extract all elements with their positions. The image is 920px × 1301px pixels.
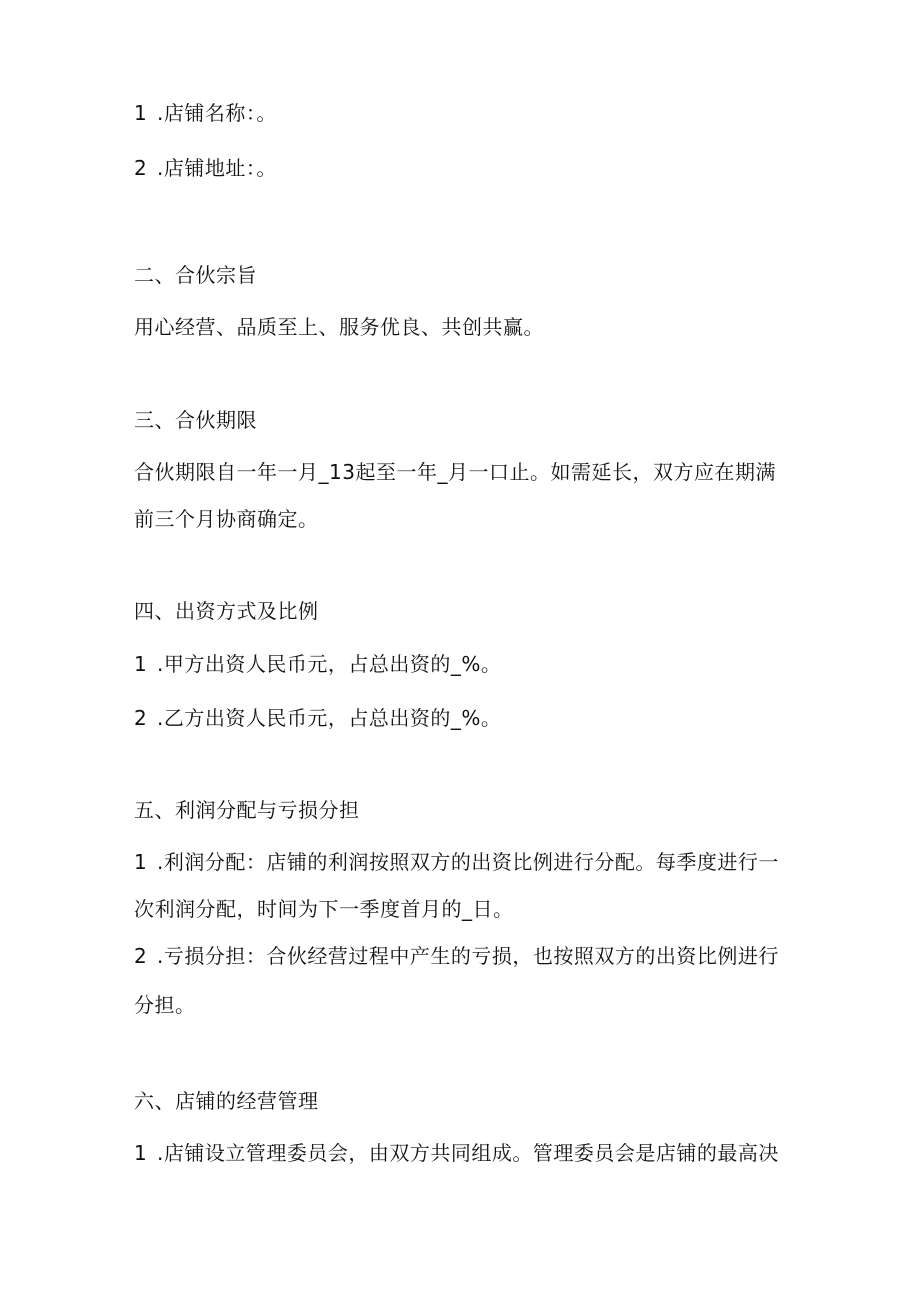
section-heading-purpose: 二、合伙宗旨 bbox=[134, 263, 257, 287]
list-number: 2 bbox=[134, 944, 148, 968]
list-number: 2 bbox=[134, 156, 148, 180]
capital-item-2-text: .乙方出资人民币元，占总出资的_%。 bbox=[157, 706, 502, 730]
term-body-line-1: 合伙期限自一年一月_13起至一年_月一口止。如需延长，双方应在期满 bbox=[134, 460, 776, 484]
management-item-1-text: .店铺设立管理委员会，由双方共同组成。管理委员会是店铺的最高决 bbox=[157, 1141, 779, 1165]
section-heading-capital: 四、出资方式及比例 bbox=[134, 599, 319, 623]
section-heading-term: 三、合伙期限 bbox=[134, 408, 257, 432]
list-number: 1 bbox=[134, 652, 148, 676]
profit-item-2-text: .亏损分担：合伙经营过程中产生的亏损，也按照双方的出资比例进行 bbox=[157, 944, 779, 968]
profit-item-1-text: .利润分配：店铺的利润按照双方的出资比例进行分配。每季度进行一 bbox=[157, 850, 779, 874]
list-number: 2 bbox=[134, 706, 148, 730]
section-heading-management: 六、店铺的经营管理 bbox=[134, 1089, 319, 1113]
list-number: 1 bbox=[134, 850, 148, 874]
store-address-text: .店铺地址：。 bbox=[157, 156, 277, 180]
section-heading-profit: 五、利润分配与亏损分担 bbox=[134, 798, 360, 822]
store-name-item bbox=[134, 100, 277, 126]
capital-item-2 bbox=[134, 705, 501, 731]
term-body-line-2: 前三个月协商确定。 bbox=[134, 507, 319, 531]
profit-item-1-line-1 bbox=[134, 849, 779, 875]
list-number: 1 bbox=[134, 101, 148, 125]
store-address-item bbox=[134, 155, 277, 181]
management-item-1-line-1 bbox=[134, 1140, 779, 1166]
capital-item-1 bbox=[134, 651, 501, 677]
profit-item-1-line-2: 次利润分配，时间为下一季度首月的_日。 bbox=[134, 897, 514, 921]
store-name-text: .店铺名称：。 bbox=[157, 101, 277, 125]
list-number: 1 bbox=[134, 1141, 148, 1165]
capital-item-1-text: .甲方出资人民币元，占总出资的_%。 bbox=[157, 652, 502, 676]
profit-item-2-line-2: 分担。 bbox=[134, 993, 196, 1017]
purpose-body: 用心经营、品质至上、服务优良、共创共赢。 bbox=[134, 315, 544, 339]
profit-item-2-line-1 bbox=[134, 943, 779, 969]
